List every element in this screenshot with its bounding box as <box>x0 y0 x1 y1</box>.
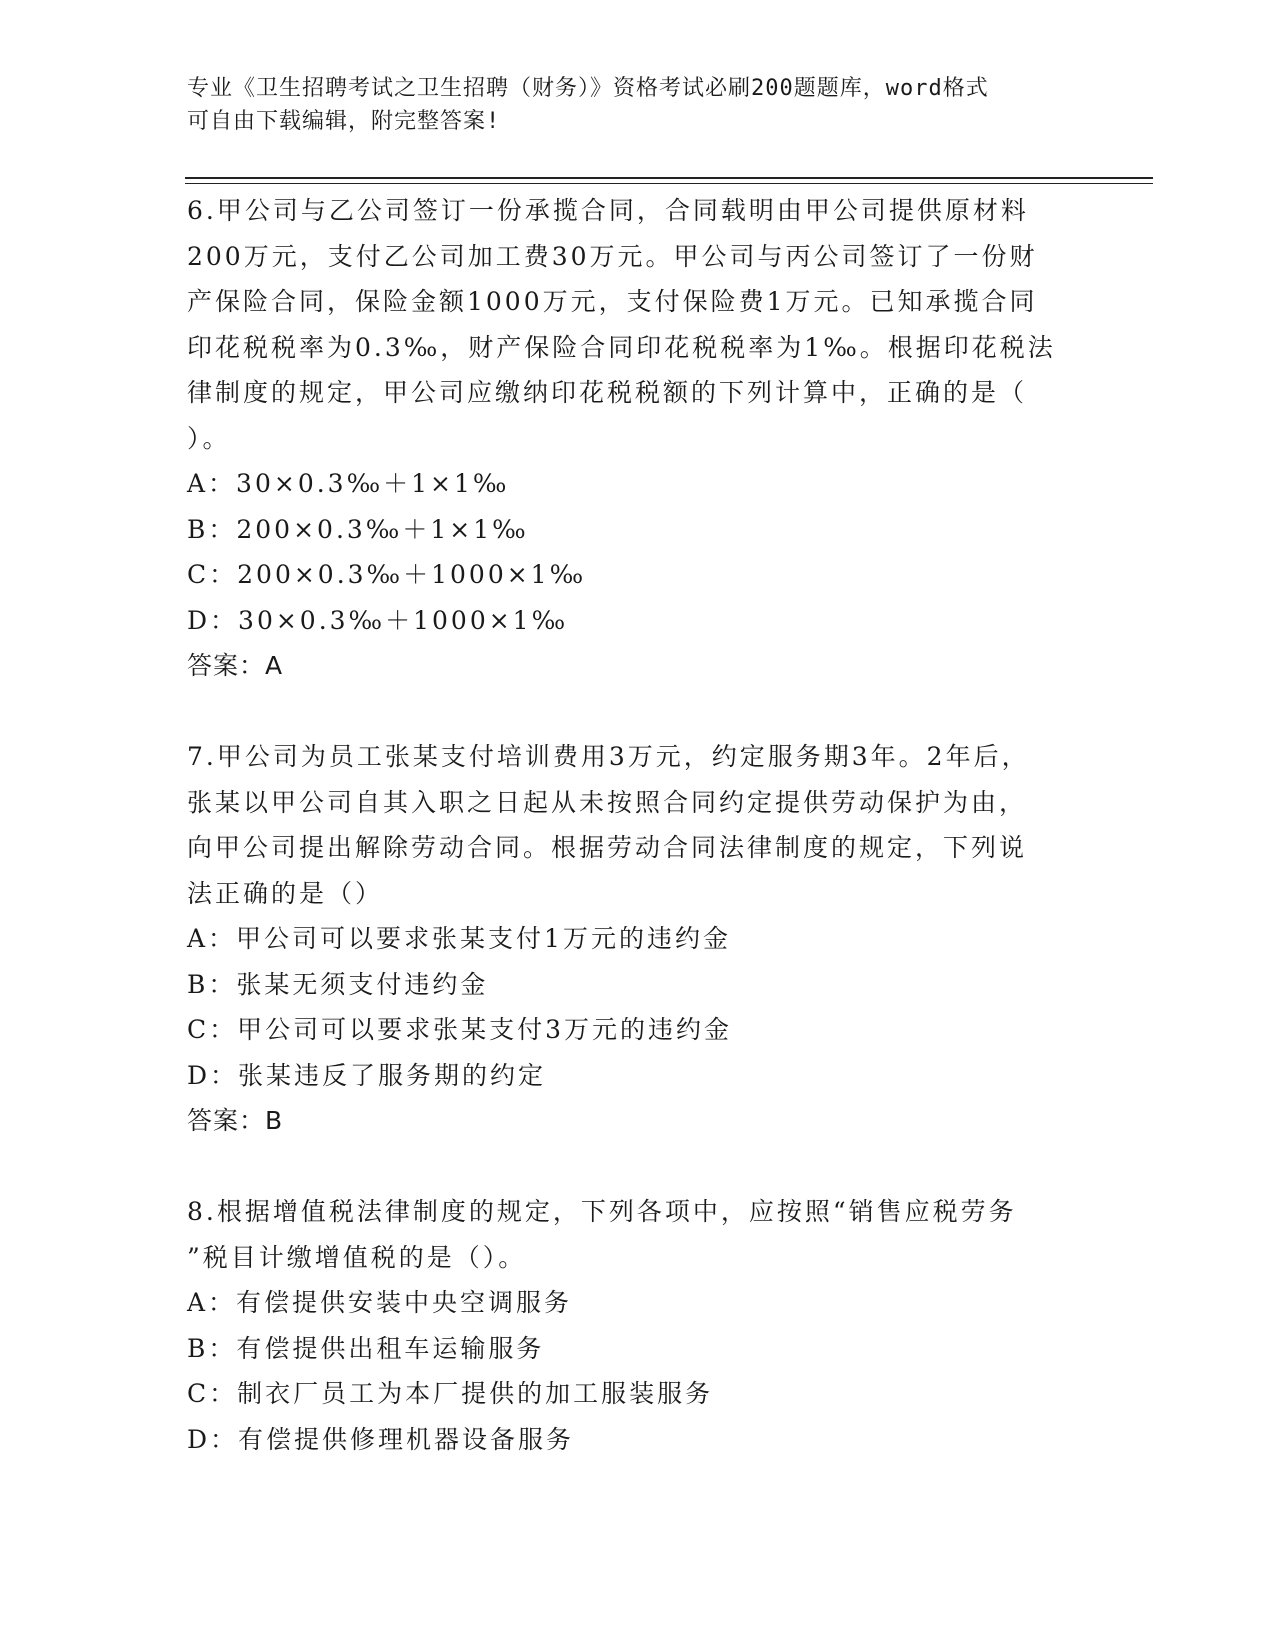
question-stem-line: 张某以甲公司自其入职之日起从未按照合同约定提供劳动保护为由， <box>187 787 1028 817</box>
option-d: D：有偿提供修理机器设备服务 <box>187 1424 575 1454</box>
option-c: C：甲公司可以要求张某支付3万元的违约金 <box>187 1015 733 1044</box>
option-d: D：张某违反了服务期的约定 <box>187 1060 547 1090</box>
question-stem-line: 法正确的是（） <box>187 878 384 908</box>
question-stem-line: 8.根据增值税法律制度的规定，下列各项中，应按照“销售应税劳务 <box>187 1197 1017 1226</box>
answer: 答案：B <box>187 1106 284 1135</box>
questions-body <box>187 188 1077 1462</box>
question-stem-line: 产保险合同，保险金额1000万元，支付保险费1万元。已知承揽合同 <box>187 287 1038 316</box>
option-a: A：甲公司可以要求张某支付1万元的违约金 <box>187 924 731 953</box>
question-6 <box>187 188 1077 689</box>
question-stem-line: ”税目计缴增值税的是（）。 <box>187 1242 527 1272</box>
question-stem-line: 印花税税率为0.3‰，财产保险合同印花税税率为1‰。根据印花税法 <box>187 332 1056 362</box>
question-stem-line: 6.甲公司与乙公司签订一份承揽合同，合同载明由甲公司提供原材料 <box>187 196 1029 225</box>
question-spacer <box>187 689 1077 735</box>
option-c: C：200×0.3‰＋1000×1‰ <box>187 560 587 589</box>
option-a: A：30×0.3‰＋1×1‰ <box>187 469 510 498</box>
question-stem-line: 7.甲公司为员工张某支付培训费用3万元，约定服务期3年。2年后， <box>187 742 1030 771</box>
question-stem-line: 200万元，支付乙公司加工费30万元。甲公司与丙公司签订了一份财 <box>187 241 1038 271</box>
document-header <box>187 72 1067 138</box>
header-divider-thin <box>185 183 1153 184</box>
answer: 答案：A <box>187 651 284 680</box>
option-b: B：200×0.3‰＋1×1‰ <box>187 514 529 544</box>
question-stem-line: 向甲公司提出解除劳动合同。根据劳动合同法律制度的规定，下列说 <box>187 833 1028 862</box>
header-divider-thick <box>185 177 1153 179</box>
question-stem-line: 律制度的规定，甲公司应缴纳印花税税额的下列计算中，正确的是（ <box>187 378 1028 407</box>
question-8 <box>187 1189 1077 1462</box>
question-spacer <box>187 1144 1077 1190</box>
question-stem-line: ）。 <box>187 423 231 453</box>
option-c: C：制衣厂员工为本厂提供的加工服装服务 <box>187 1379 714 1408</box>
question-7 <box>187 734 1077 1144</box>
header-line-2: 可自由下载编辑，附完整答案! <box>187 109 501 134</box>
option-b: B：有偿提供出租车运输服务 <box>187 1333 545 1363</box>
option-d: D：30×0.3‰＋1000×1‰ <box>187 605 569 635</box>
header-line-1: 专业《卫生招聘考试之卫生招聘（财务）》资格考试必刷200题题库，word格式 <box>187 76 989 101</box>
option-a: A：有偿提供安装中央空调服务 <box>187 1288 573 1317</box>
option-b: B：张某无须支付违约金 <box>187 969 489 999</box>
